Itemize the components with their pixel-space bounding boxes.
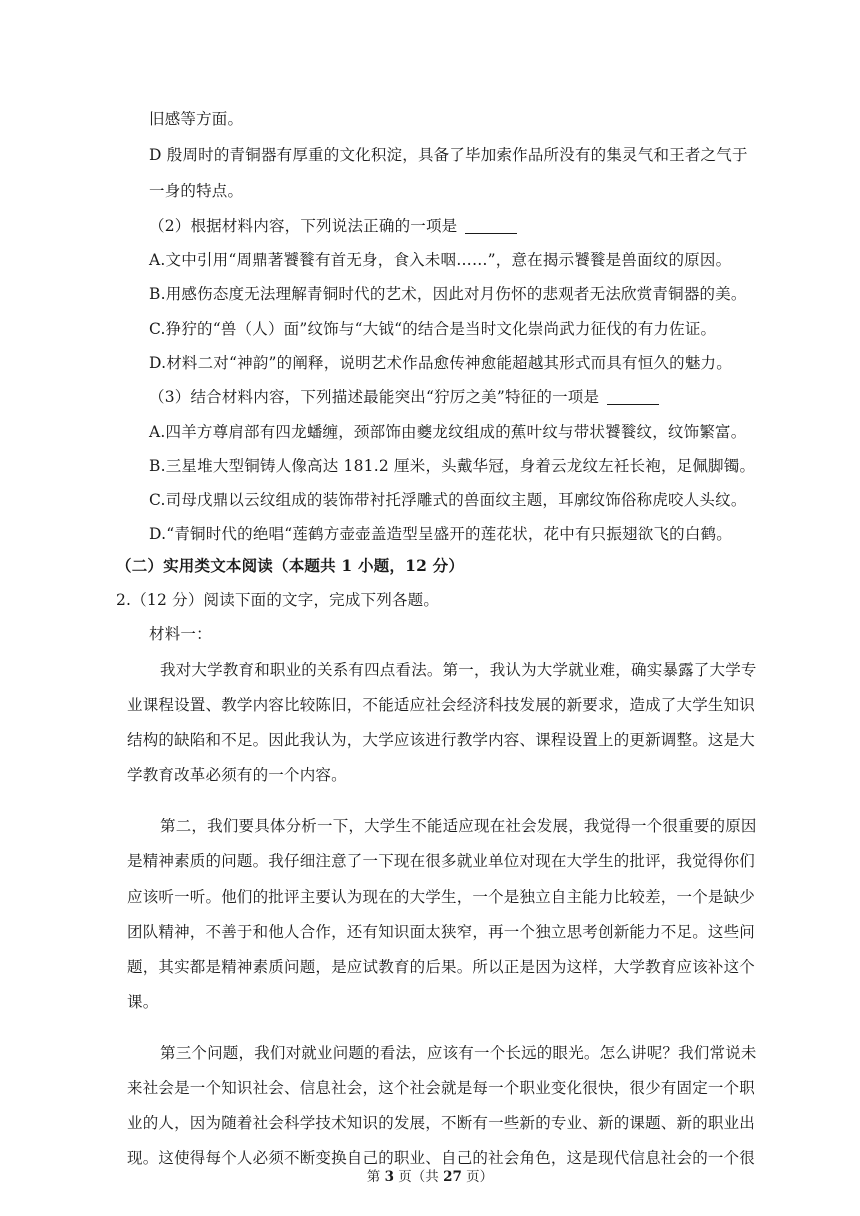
paragraph-1-line: 业课程设置、教学内容比较陈旧，不能适应社会经济科技发展的新要求，造成了大学生知识: [127, 696, 756, 714]
answer-blank: [465, 232, 517, 234]
question-3-stem: [149, 386, 659, 408]
paragraph-3-line: 第三个问题，我们对就业问题的看法，应该有一个长远的眼光。怎么讲呢？我们常说未: [160, 1044, 757, 1062]
question-2-stem: [149, 215, 517, 237]
footer-suffix: 页）: [461, 1169, 494, 1185]
paragraph-3-line: 来社会是一个知识社会、信息社会，这个社会就是每一个职业变化很快，很少有固定一个职: [127, 1079, 756, 1097]
footer-prefix: 第: [366, 1169, 385, 1185]
material-label: 材料一：: [149, 625, 212, 643]
section-heading: （二）实用类文本阅读（本题共 1 小题，12 分）: [116, 556, 465, 575]
paragraph-3-line: 业的人，因为随着社会科学技术知识的发展，不断有一些新的专业、新的课题、新的职业出: [127, 1114, 756, 1132]
paragraph-2-line: 题，其实都是精神素质问题，是应试教育的后果。所以正是因为这样，大学教育应该补这个: [127, 958, 756, 976]
paragraph-3-line: 现。这使得每个人必须不断变换自己的职业、自己的社会角色，这是现代信息社会的一个很: [127, 1149, 756, 1167]
page-footer: [0, 1168, 860, 1186]
question-3-option-d: D.“青铜时代的绝唱“莲鹤方壶壶盖造型呈盛开的莲花状，花中有只振翅欲飞的白鹤。: [149, 525, 732, 543]
question-main: 2.（12 分）阅读下面的文字，完成下列各题。: [116, 591, 440, 609]
paragraph-2-line: 团队精神，不善于和他人合作，还有知识面太狭窄，再一个独立思考创新能力不足。这些问: [127, 923, 756, 941]
question-3-option-c: C.司母戊鼎以云纹组成的装饰带衬托浮雕式的兽面纹主题，耳廓纹饰俗称虎咬人头纹。: [149, 491, 747, 509]
paragraph-2-line: 第二，我们要具体分析一下，大学生不能适应现在社会发展，我觉得一个很重要的原因: [160, 817, 757, 835]
footer-total-pages: 27: [443, 1169, 462, 1185]
paragraph-2-line: 是精神素质的问题。我仔细注意了一下现在很多就业单位对现在大学生的批评，我觉得你们: [127, 852, 756, 870]
footer-page-number: 3: [384, 1169, 394, 1185]
question-3-option-a: A.四羊方尊肩部有四龙蟠缠，颈部饰由夔龙纹组成的蕉叶纹与带状饕餮纹，纹饰繁富。: [149, 423, 747, 441]
question-2-option-d: D.材料二对“神韵”的阐释，说明艺术作品愈传神愈能超越其形式而具有恒久的魅力。: [149, 354, 732, 372]
text-line: D 殷周时的青铜器有厚重的文化积淀，具备了毕加索作品所没有的集灵气和王者之气于: [149, 146, 748, 164]
answer-blank: [607, 403, 659, 405]
question-3-option-b: B.三星堆大型铜铸人像高达 181.2 厘米，头戴华冠，身着云龙纹左衽长袍，足佩脚镯。: [149, 457, 756, 475]
question-3-stem-text: （3）结合材料内容，下列描述最能突出“狞厉之美”特征的一项是: [149, 388, 600, 406]
text-line: 旧感等方面。: [149, 110, 244, 128]
footer-middle: 页（共: [394, 1169, 444, 1185]
paragraph-1-line: 学教育改革必须有的一个内容。: [127, 766, 347, 784]
question-2-option-a: A.文中引用“周鼎著饕餮有首无身，食入未咽……”，意在揭示饕餮是兽面纹的原因。: [149, 251, 732, 269]
text-line: 一身的特点。: [149, 182, 244, 200]
paragraph-1-line: 我对大学教育和职业的关系有四点看法。第一，我认为大学就业难，确实暴露了大学专: [160, 661, 757, 679]
question-2-stem-text: （2）根据材料内容，下列说法正确的一项是: [149, 217, 458, 235]
paragraph-2-line: 课。: [127, 993, 159, 1011]
paragraph-2-line: 应该听一听。他们的批评主要认为现在的大学生，一个是独立自主能力比较差，一个是缺少: [127, 888, 756, 906]
question-2-option-c: C.狰狞的“兽（人）面”纹饰与“大钺“的结合是当时文化崇尚武力征伐的有力佐证。: [149, 320, 717, 338]
question-2-option-b: B.用感伤态度无法理解青铜时代的艺术，因此对月伤怀的悲观者无法欣赏青铜器的美。: [149, 285, 747, 303]
paragraph-1-line: 结构的缺陷和不足。因此我认为，大学应该进行教学内容、课程设置上的更新调整。这是大: [127, 731, 756, 749]
